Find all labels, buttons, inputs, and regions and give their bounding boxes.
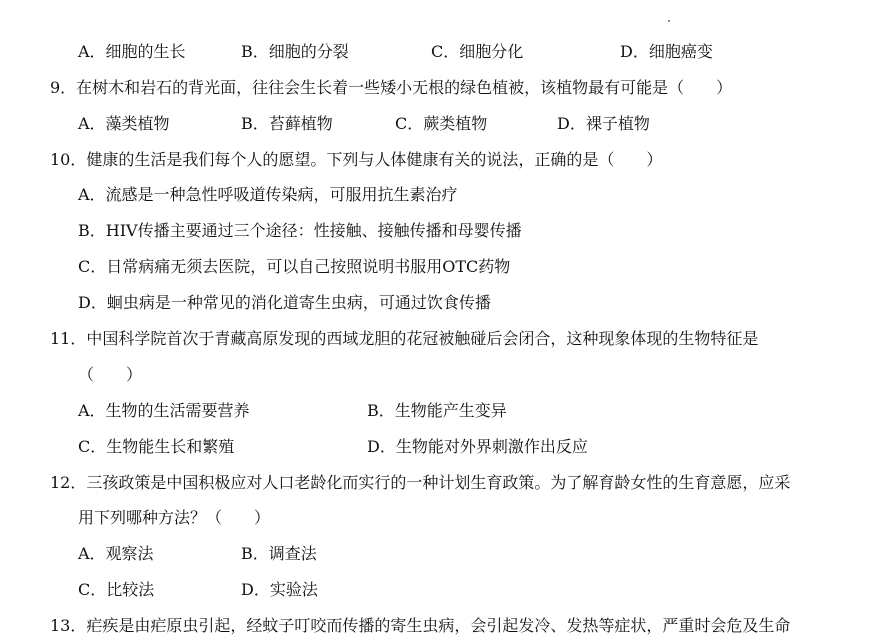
q12-option-b[interactable]: B．调查法 (241, 544, 317, 563)
q11-option-c[interactable]: C．生物能生长和繁殖 (78, 437, 235, 456)
q9-option-a[interactable]: A．藻类植物 (78, 114, 170, 133)
q8-option-d[interactable]: D．细胞癌变 (620, 42, 713, 61)
question-12-stem-continued: 用下列哪种方法？（ ） (78, 508, 271, 527)
q8-option-b[interactable]: B．细胞的分裂 (241, 42, 349, 61)
scan-dot (668, 20, 670, 22)
q10-option-d[interactable]: D．蛔虫病是一种常见的消化道寄生虫病，可通过饮食传播 (78, 293, 491, 312)
q12-option-d[interactable]: D．实验法 (241, 580, 318, 599)
q9-option-b[interactable]: B．苔藓植物 (241, 114, 333, 133)
q12-option-c[interactable]: C．比较法 (78, 580, 155, 599)
q8-option-c[interactable]: C．细胞分化 (431, 42, 524, 61)
q11-option-b[interactable]: B．生物能产生变异 (367, 401, 507, 420)
q10-option-b[interactable]: B．HIV传播主要通过三个途径：性接触、接触传播和母婴传播 (78, 221, 522, 240)
q10-option-c[interactable]: C．日常病痛无须去医院，可以自己按照说明书服用OTC药物 (78, 257, 511, 276)
question-11-answer-blank: （ ） (78, 365, 143, 384)
q11-option-a[interactable]: A．生物的生活需要营养 (78, 401, 250, 420)
q12-option-a[interactable]: A．观察法 (78, 544, 154, 563)
q9-option-c[interactable]: C．蕨类植物 (395, 114, 488, 133)
question-13-stem: 13．疟疾是由疟原虫引起，经蚊子叮咬而传播的寄生虫病，会引起发冷、发热等症状，严重时会危及生命 (50, 616, 791, 635)
question-12-stem: 12．三孩政策是中国积极应对人口老龄化而实行的一种计划生育政策。为了解育龄女性的生育意愿，应采 (50, 473, 791, 492)
question-9-stem: 9．在树木和岩石的背光面，往往会生长着一些矮小无根的绿色植被，该植物最有可能是（ ） (50, 78, 733, 97)
q11-option-d[interactable]: D．生物能对外界刺激作出反应 (367, 437, 588, 456)
q9-option-d[interactable]: D．裸子植物 (557, 114, 650, 133)
q8-option-a[interactable]: A．细胞的生长 (78, 42, 186, 61)
question-10-stem: 10．健康的生活是我们每个人的愿望。下列与人体健康有关的说法，正确的是（ ） (50, 150, 663, 169)
question-11-stem: 11．中国科学院首次于青藏高原发现的西域龙胆的花冠被触碰后会闭合，这种现象体现的生物特征是 (50, 329, 759, 348)
q10-option-a[interactable]: A．流感是一种急性呼吸道传染病，可服用抗生素治疗 (78, 185, 458, 204)
